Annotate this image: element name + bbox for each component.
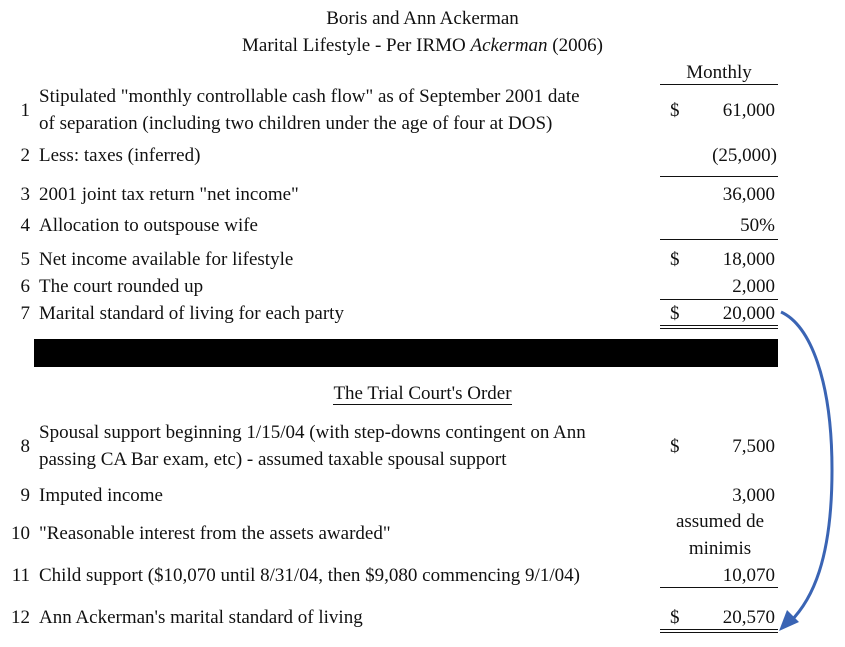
row-12-dollar: $	[670, 607, 680, 628]
row-8-text-line1: Spousal support beginning 1/15/04 (with step-downs contingent on Ann	[39, 422, 586, 443]
row-7-amount: 20,000	[722, 303, 775, 324]
row-3-amount: 36,000	[722, 184, 775, 205]
row-4-text: Allocation to outspouse wife	[39, 215, 258, 236]
subtitle-prefix: Marital Lifestyle - Per IRMO	[242, 35, 466, 56]
row-2-number: 2	[20, 145, 30, 166]
row-9-amount: 3,000	[732, 485, 775, 506]
row-10-amount-line2: minimis	[688, 538, 752, 559]
row-8-text-line2: passing CA Bar exam, etc) - assumed taxable spousal support	[39, 449, 507, 470]
row-11-amount: 10,070	[722, 565, 775, 586]
row-4-number: 4	[20, 215, 30, 236]
row-5-number: 5	[20, 249, 30, 270]
row-1-text-line1: Stipulated "monthly controllable cash flow" as of September 2001 date	[39, 86, 580, 107]
row-11-number: 11	[11, 565, 30, 586]
row-10-text: "Reasonable interest from the assets awarded"	[39, 523, 391, 544]
row-1-text-line2: of separation (including two children under the age of four at DOS)	[39, 113, 553, 134]
row-2-text: Less: taxes (inferred)	[39, 145, 201, 166]
subtitle-case-name: Ackerman	[470, 35, 548, 56]
row-5-amount: 18,000	[722, 249, 775, 270]
row-5-dollar: $	[670, 249, 680, 270]
row-11-text: Child support ($10,070 until 8/31/04, then $9,080 commencing 9/1/04)	[39, 565, 580, 586]
row-9-text: Imputed income	[39, 485, 163, 506]
row-1-dollar: $	[670, 100, 680, 121]
row-10-number: 10	[11, 523, 30, 544]
row-2-amount: (25,000)	[712, 145, 777, 166]
row-8-dollar: $	[670, 436, 680, 457]
row-9-number: 9	[20, 485, 30, 506]
row-7-number: 7	[20, 303, 30, 324]
row-6-number: 6	[20, 276, 30, 297]
row-5-text: Net income available for lifestyle	[39, 249, 294, 270]
row-10-amount-line1: assumed de	[675, 511, 765, 532]
order-section-title: The Trial Court's Order	[333, 383, 512, 404]
row-12-amount: 20,570	[722, 607, 775, 628]
row-6-text: The court rounded up	[39, 276, 204, 297]
row-7-dollar: $	[670, 303, 680, 324]
row-8-amount: 7,500	[732, 436, 775, 457]
row-7-text: Marital standard of living for each party	[39, 303, 344, 324]
row-8-number: 8	[20, 436, 30, 457]
row-3-number: 3	[20, 184, 30, 205]
row-4-amount: 50%	[740, 215, 775, 236]
row-1-number: 1	[20, 100, 30, 121]
row-6-amount: 2,000	[732, 276, 775, 297]
row-1-amount: 61,000	[722, 100, 775, 121]
row-12-number: 12	[11, 607, 30, 628]
document-title: Boris and Ann Ackerman	[326, 8, 519, 29]
row-12-text: Ann Ackerman's marital standard of living	[39, 607, 363, 628]
row-3-text: 2001 joint tax return "net income"	[39, 184, 299, 205]
subtitle-year: (2006)	[552, 35, 603, 56]
monthly-column-header: Monthly	[686, 62, 752, 83]
